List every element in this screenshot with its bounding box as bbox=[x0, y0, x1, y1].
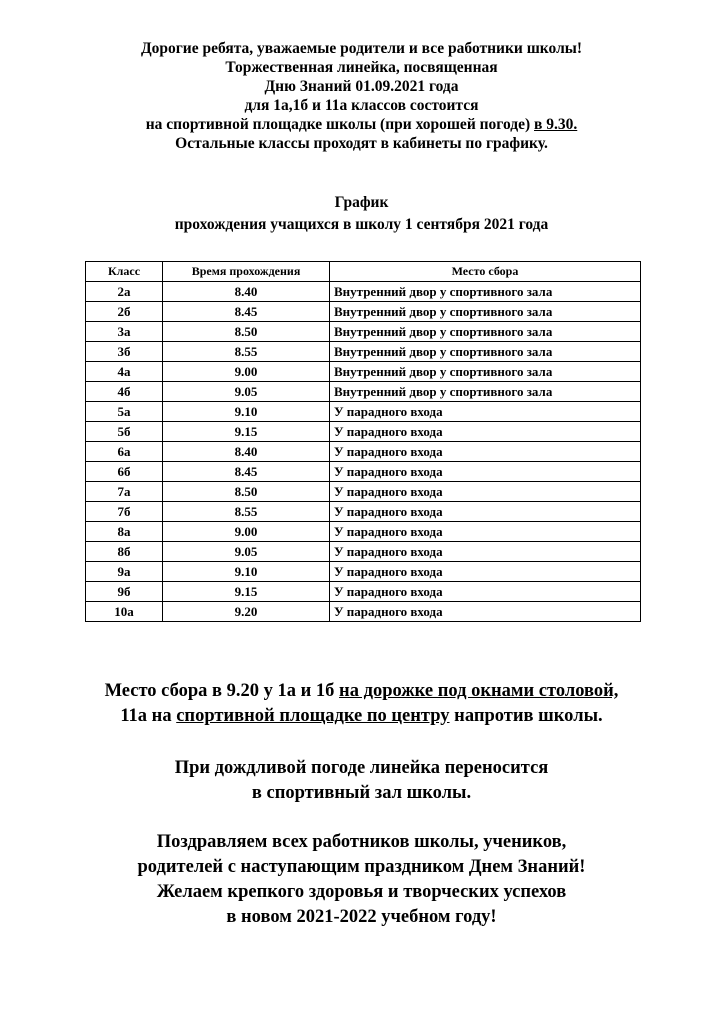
table-row bbox=[86, 342, 641, 362]
cell-time: 9.00 bbox=[163, 362, 330, 382]
table-row bbox=[86, 282, 641, 302]
cell-place: У парадного входа bbox=[330, 542, 641, 562]
schedule-table bbox=[85, 261, 641, 622]
cell-time: 9.15 bbox=[163, 422, 330, 442]
cell-place: У парадного входа bbox=[330, 602, 641, 622]
cell-time: 9.05 bbox=[163, 382, 330, 402]
schedule-title: График bbox=[334, 194, 389, 211]
cell-class: 3б bbox=[86, 342, 163, 362]
cell-time: 9.10 bbox=[163, 562, 330, 582]
cell-time: 9.15 bbox=[163, 582, 330, 602]
table-row bbox=[86, 302, 641, 322]
congrats-line-1: Поздравляем всех работников школы, учеников, bbox=[156, 832, 567, 852]
cell-class: 2а bbox=[86, 282, 163, 302]
cell-place: У парадного входа bbox=[330, 522, 641, 542]
cell-class: 8а bbox=[86, 522, 163, 542]
gathering-class-text: 11а на bbox=[120, 706, 177, 726]
gathering-place-2: спортивной площадке по центру bbox=[176, 706, 450, 726]
table-row bbox=[86, 582, 641, 602]
cell-class: 10а bbox=[86, 602, 163, 622]
rain-line-2: в спортивный зал школы. bbox=[251, 783, 472, 803]
cell-place: Внутренний двор у спортивного зала bbox=[330, 282, 641, 302]
cell-class: 6б bbox=[86, 462, 163, 482]
cell-time: 9.10 bbox=[163, 402, 330, 422]
cell-class: 9а bbox=[86, 562, 163, 582]
gathering-place-1: на дорожке под окнами столовой, bbox=[339, 681, 619, 701]
table-row bbox=[86, 482, 641, 502]
table-row bbox=[86, 522, 641, 542]
cell-class: 7а bbox=[86, 482, 163, 502]
knowledge-day-line: Дню Знаний 01.09.2021 года bbox=[264, 78, 459, 95]
classes-line: для 1а,1б и 11а классов состоится bbox=[244, 97, 479, 114]
cell-class: 7б bbox=[86, 502, 163, 522]
other-classes-line: Остальные классы проходят в кабинеты по графику. bbox=[175, 135, 548, 152]
cell-time: 8.40 bbox=[163, 442, 330, 462]
cell-time: 8.50 bbox=[163, 482, 330, 502]
gathering-line-1 bbox=[0, 679, 723, 704]
header-time: Время прохождения bbox=[163, 262, 330, 282]
gathering-time-text: Место сбора в 9.20 у 1а и 1б bbox=[104, 681, 340, 701]
cell-class: 5б bbox=[86, 422, 163, 442]
cell-place: У парадного входа bbox=[330, 482, 641, 502]
cell-place: Внутренний двор у спортивного зала bbox=[330, 382, 641, 402]
ceremony-time: в 9.30. bbox=[534, 116, 578, 133]
cell-time: 9.00 bbox=[163, 522, 330, 542]
header-place: Место сбора bbox=[330, 262, 641, 282]
location-text: на спортивной площадке школы (при хорошей погоде) bbox=[145, 116, 531, 133]
cell-time: 8.50 bbox=[163, 322, 330, 342]
cell-class: 3а bbox=[86, 322, 163, 342]
table-row bbox=[86, 442, 641, 462]
cell-time: 8.45 bbox=[163, 302, 330, 322]
congrats-line-3: Желаем крепкого здоровья и творческих успехов bbox=[156, 882, 567, 902]
table-header-row bbox=[86, 262, 641, 282]
cell-place: У парадного входа bbox=[330, 402, 641, 422]
cell-place: Внутренний двор у спортивного зала bbox=[330, 302, 641, 322]
cell-class: 4а bbox=[86, 362, 163, 382]
header-class: Класс bbox=[86, 262, 163, 282]
cell-time: 8.55 bbox=[163, 502, 330, 522]
table-row bbox=[86, 402, 641, 422]
cell-time: 8.40 bbox=[163, 282, 330, 302]
cell-time: 8.55 bbox=[163, 342, 330, 362]
cell-class: 6а bbox=[86, 442, 163, 462]
location-line bbox=[0, 115, 723, 134]
announcement-intro bbox=[0, 39, 723, 153]
table-row bbox=[86, 502, 641, 522]
table-row bbox=[86, 422, 641, 442]
cell-place: У парадного входа bbox=[330, 422, 641, 442]
cell-class: 4б bbox=[86, 382, 163, 402]
table-row bbox=[86, 322, 641, 342]
cell-place: У парадного входа bbox=[330, 582, 641, 602]
congrats-line-2: родителей с наступающим праздником Днем Знаний! bbox=[137, 857, 586, 877]
cell-place: Внутренний двор у спортивного зала bbox=[330, 322, 641, 342]
ceremony-line: Торжественная линейка, посвященная bbox=[225, 59, 498, 76]
table-row bbox=[86, 562, 641, 582]
cell-time: 8.45 bbox=[163, 462, 330, 482]
schedule-subtitle: прохождения учащихся в школу 1 сентября 2021 года bbox=[174, 216, 549, 233]
cell-place: У парадного входа bbox=[330, 562, 641, 582]
table-row bbox=[86, 462, 641, 482]
cell-time: 9.05 bbox=[163, 542, 330, 562]
cell-time: 9.20 bbox=[163, 602, 330, 622]
table-row bbox=[86, 602, 641, 622]
cell-class: 5а bbox=[86, 402, 163, 422]
schedule-table-body bbox=[86, 282, 641, 622]
table-row bbox=[86, 382, 641, 402]
cell-place: Внутренний двор у спортивного зала bbox=[330, 362, 641, 382]
cell-place: У парадного входа bbox=[330, 502, 641, 522]
cell-place: У парадного входа bbox=[330, 462, 641, 482]
congratulations bbox=[0, 830, 723, 930]
greeting-line: Дорогие ребята, уважаемые родители и все работники школы! bbox=[140, 40, 583, 57]
cell-place: Внутренний двор у спортивного зала bbox=[330, 342, 641, 362]
gathering-note bbox=[0, 679, 723, 729]
congrats-line-4: в новом 2021-2022 учебном году! bbox=[226, 907, 497, 927]
table-row bbox=[86, 362, 641, 382]
gathering-line-2 bbox=[0, 704, 723, 729]
cell-class: 2б bbox=[86, 302, 163, 322]
rain-note bbox=[0, 756, 723, 806]
cell-class: 9б bbox=[86, 582, 163, 602]
schedule-heading bbox=[0, 192, 723, 236]
table-row bbox=[86, 542, 641, 562]
cell-class: 8б bbox=[86, 542, 163, 562]
cell-place: У парадного входа bbox=[330, 442, 641, 462]
gathering-suffix: напротив школы. bbox=[449, 706, 603, 726]
rain-line-1: При дождливой погоде линейка переносится bbox=[174, 758, 549, 778]
